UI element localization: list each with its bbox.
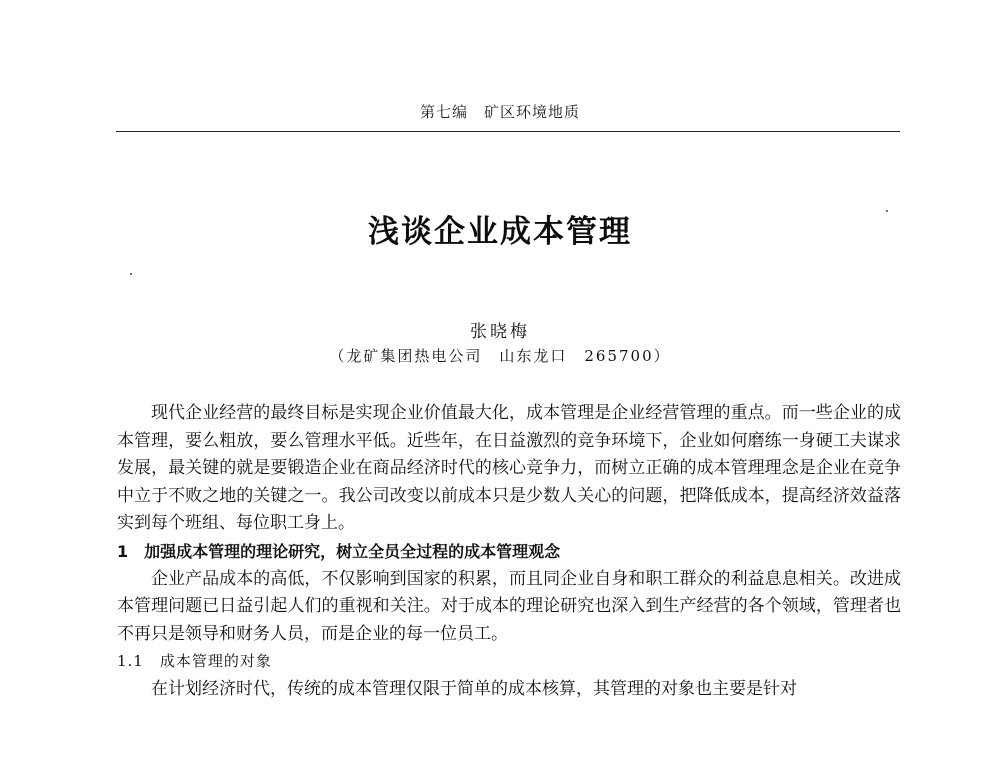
section-1-heading: 1 加强成本管理的理论研究，树立全员全过程的成本管理观念 <box>117 541 561 561</box>
intro-paragraph: 现代企业经营的最终目标是实现企业价值最大化，成本管理是企业经营管理的重点。而一些企业的成本管理，要么粗放，要么管理水平低。近些年，在日益激烈的竞争环境下，企业如何磨练一身硬工夫谋求发展，最关键的就是要锻造企业在商品经济时代的核心竞争力，而树立正确的成本管理理念是企业在竞争中立于不败之地的关键之一。我公司改变以前成本只是少数人关心的问题，把降低成本，提高经济效益落实到每个班组、每位职工身上。 <box>117 403 901 534</box>
section-1-1-paragraph: 在计划经济时代，传统的成本管理仅限于简单的成本核算，其管理的对象也主要是针对 <box>151 678 797 699</box>
scan-speck <box>130 273 132 275</box>
author-name: 张晓梅 <box>470 322 530 342</box>
article-body <box>117 400 901 704</box>
header-rule <box>116 131 900 132</box>
article-title: 浅谈企业成本管理 <box>368 214 632 250</box>
section-1-1-heading: 1.1 成本管理的对象 <box>117 652 272 671</box>
author-affiliation: （龙矿集团热电公司 山东龙口 265700） <box>329 347 671 365</box>
running-head: 第七编 矿区环境地质 <box>419 103 580 121</box>
section-1-paragraph: 企业产品成本的高低，不仅影响到国家的积累，而且同企业自身和职工群众的利益息息相关。改进成本管理问题已日益引起人们的重视和关注。对于成本的理论研究也深入到生产经营的各个领域，管理者也不再只是领导和财务人员，而是企业的每一位员工。 <box>117 568 901 644</box>
